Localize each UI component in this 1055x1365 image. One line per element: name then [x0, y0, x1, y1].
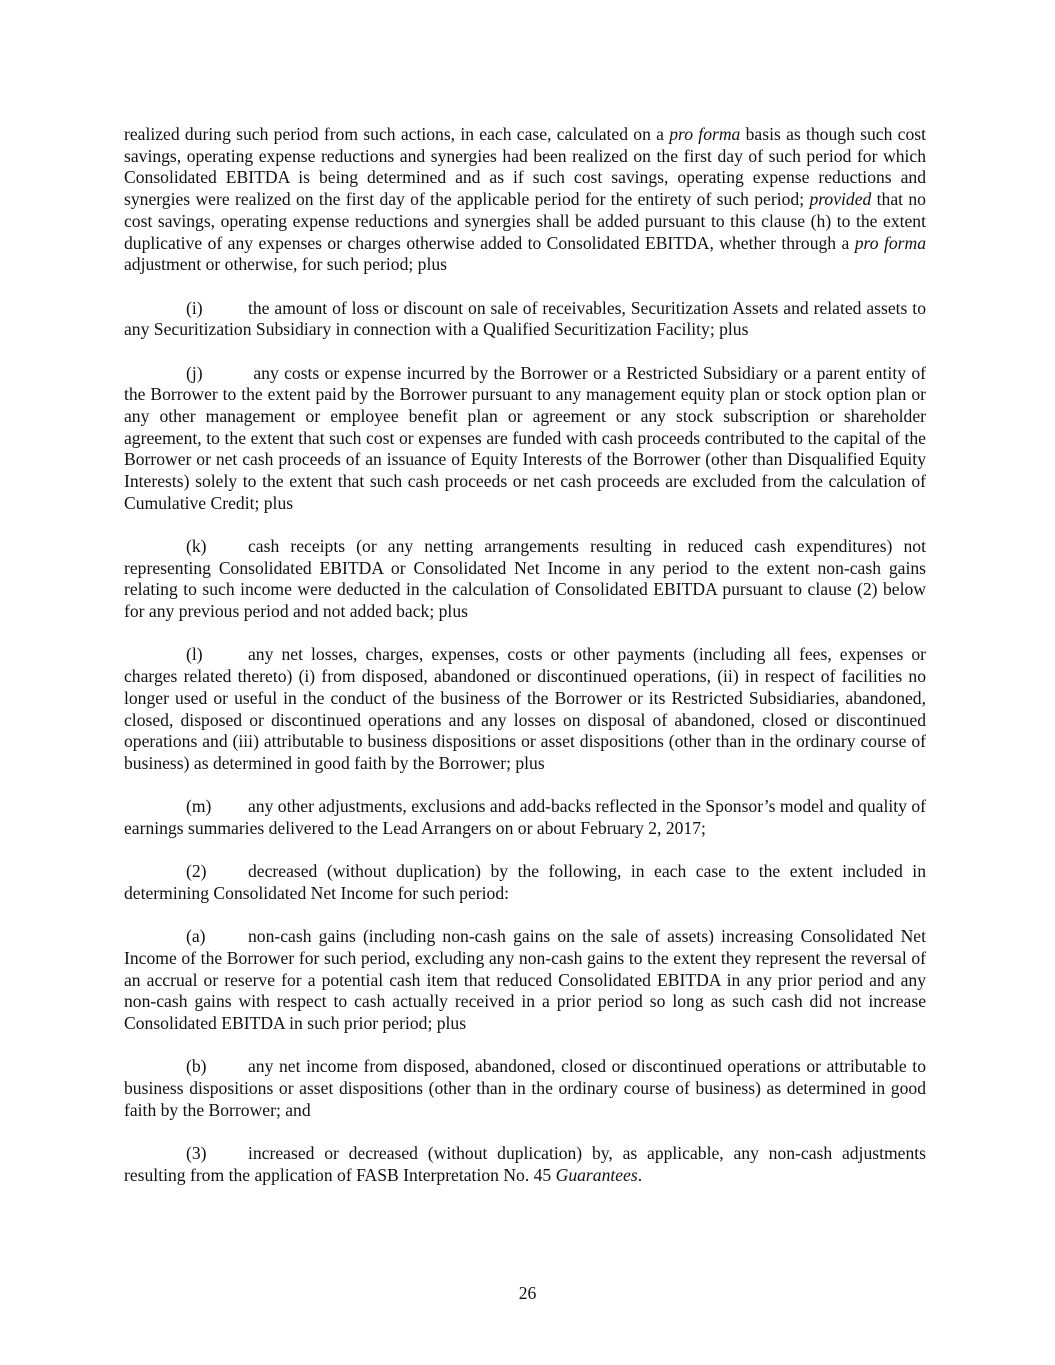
clause-label: (k) [186, 536, 207, 557]
paragraph-text: any net losses, charges, expenses, costs or other payments (including all fees, expenses or charges related thereto) (i) from disposed, abandoned or discontinued operations, (ii) in respect of facilities no longer used or useful in the conduct of the business of the Borrower or its Restricted Subsidiaries, abandoned, closed, disposed or discontinued operations and any losses on disposal of abandoned, closed or discontinued operations and (iii) attributable to business dispositions or asset dispositions (other than in the ordinary course of business) as determined in good faith by the Borrower; plus [124, 644, 926, 773]
clause-paragraph [124, 861, 926, 904]
paragraph-text: non-cash gains (including non-cash gains on the sale of assets) increasing Consolidated Net Income of the Borrower for such period, excluding any non-cash gains to the extent they represent the reversal of an accrual or reserve for a potential cash item that reduced Consolidated EBITDA in any prior period and any non-cash gains with respect to cash actually received in a prior period so long as such cash did not increase Consolidated EBITDA in such prior period; plus [124, 926, 926, 1034]
clause-paragraph [124, 536, 926, 623]
clause-label: (b) [186, 1056, 207, 1077]
paragraph-text: any net income from disposed, abandoned, closed or discontinued operations or attributable to business dispositions or asset dispositions (other than in the ordinary course of business) as determined in good faith by the Borrower; and [124, 1056, 926, 1120]
paragraph-text: that no cost savings, operating expense reductions and synergies shall be added pursuant to this clause (h) to the extent duplicative of any expenses or charges otherwise added to Consolidated EBITDA, whether through a [124, 189, 926, 253]
clause-paragraph [124, 363, 926, 515]
paragraph-text: . [637, 1164, 643, 1185]
paragraph-text: cash receipts (or any netting arrangements resulting in reduced cash expenditures) not representing Consolidated EBITDA or Consolidated Net Income in any period to the extent non-cash gains relating to such income were deducted in the calculation of Consolidated EBITDA pursuant to clause (2) below for any previous period and not added back; plus [124, 536, 926, 622]
italic-text: pro forma [669, 124, 741, 144]
page-body [124, 124, 926, 1208]
clause-paragraph [124, 1056, 926, 1121]
clause-label: (2) [186, 861, 207, 882]
paragraph-text: adjustment or otherwise, for such period; plus [124, 254, 447, 275]
italic-text: Guarantees [555, 1164, 638, 1185]
paragraph-text: basis as though such cost savings, operating expense reductions and synergies had been realized on the first day of such period for which Consolidated EBITDA is being determined and as if such cost savings, operating expense reductions and synergies were realized on the first day of the applicable period for the entirety of such period; [124, 124, 926, 210]
italic-text: pro forma [854, 232, 926, 253]
paragraph-text: increased or decreased (without duplication) by, as applicable, any non-cash adjustments resulting from the application of FASB Interpretation No. 45 [124, 1143, 926, 1185]
paragraph-text: the amount of loss or discount on sale of receivables, Securitization Assets and related assets to any Securitization Subsidiary in connection with a Qualified Securitization Facility; plus [124, 297, 926, 340]
clause-paragraph [124, 796, 926, 839]
clause-paragraph [124, 644, 926, 774]
clause-label: (a) [186, 926, 206, 947]
paragraph-text: realized during such period from such actions, in each case, calculated on a [124, 124, 670, 144]
paragraph-text: any costs or expense incurred by the Borrower or a Restricted Subsidiary or a parent entity of the Borrower to the extent paid by the Borrower pursuant to any management equity plan or stock option plan or any other management or employee benefit plan or agreement or any stock subscription or shareholder agreement, to the extent that such cost or expenses are funded with cash proceeds contributed to the capital of the Borrower or net cash proceeds of an issuance of Equity Interests of the Borrower (other than Disqualified Equity Interests) solely to the extent that such cash proceeds or net cash proceeds are excluded from the calculation of Cumulative Credit; plus [124, 362, 926, 513]
clause-paragraph [124, 298, 926, 341]
paragraph-text: any other adjustments, exclusions and add-backs reflected in the Sponsor’s model and quality of earnings summaries delivered to the Lead Arrangers on or about February 2, 2017; [124, 796, 926, 838]
clause-label: (j) [186, 362, 203, 383]
italic-text: provided [809, 189, 872, 210]
clause-paragraph [124, 926, 926, 1035]
paragraph-text: decreased (without duplication) by the following, in each case to the extent included in determining Consolidated Net Income for such period: [124, 861, 926, 903]
clause-label: (i) [186, 297, 203, 318]
clause-paragraph [124, 1143, 926, 1186]
clause-label: (l) [186, 644, 203, 665]
clause-label: (m) [186, 796, 212, 817]
continuation-paragraph [124, 124, 926, 276]
clause-label: (3) [186, 1143, 207, 1164]
page-number: 26 [518, 1283, 537, 1303]
